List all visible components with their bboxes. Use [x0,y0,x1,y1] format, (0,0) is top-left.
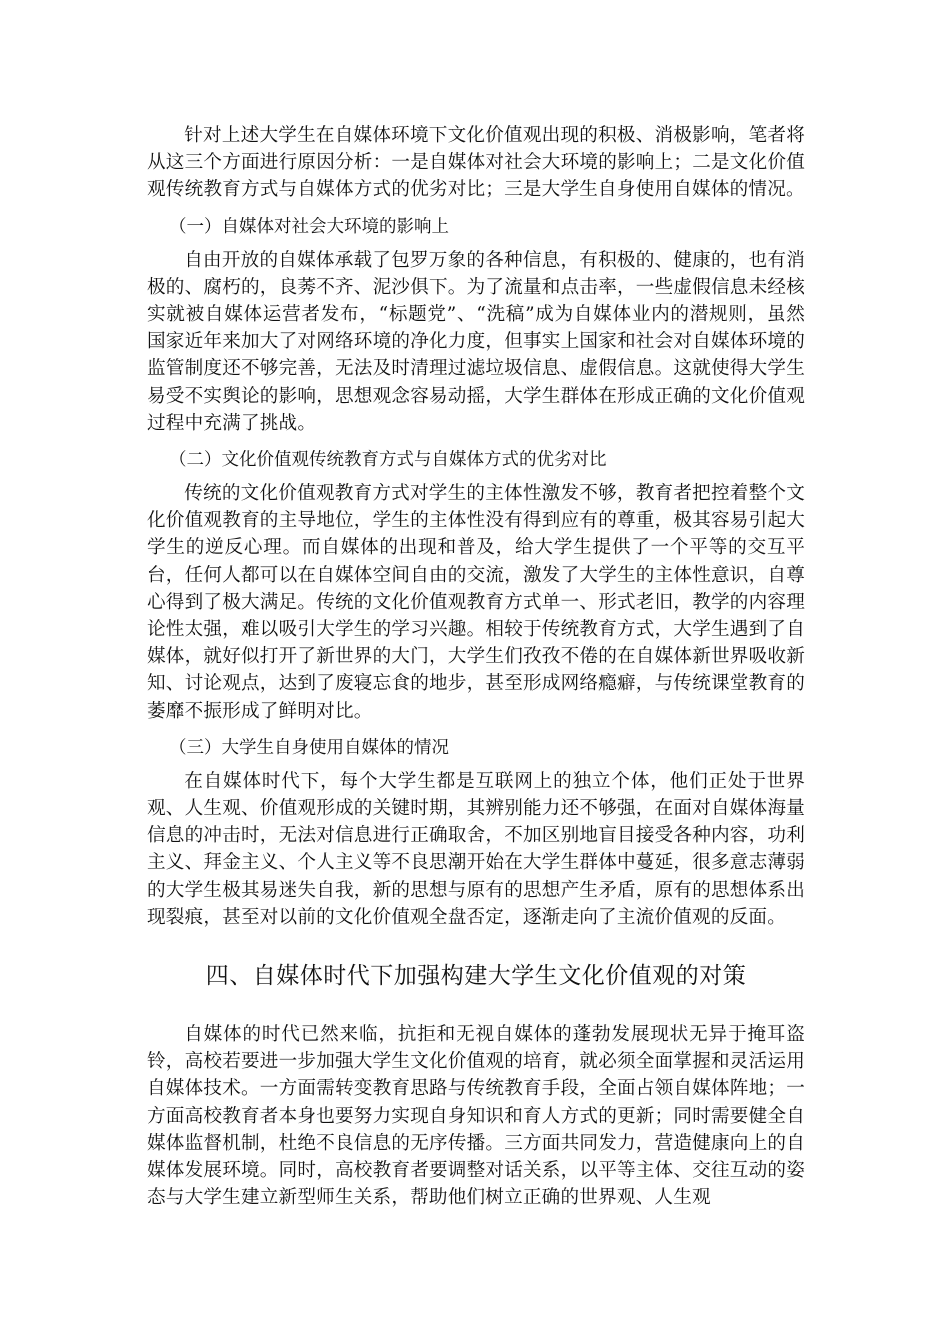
intro-paragraph: 针对上述大学生在自媒体环境下文化价值观出现的积极、消极影响，笔者将从这三个方面进行原因分析：一是自媒体对社会大环境的影响上；二是文化价值观传统教育方式与自媒体方式的优劣对比；三是大学生自身使用自媒体的情况。 [147,125,805,201]
section2-paragraph: 传统的文化价值观教育方式对学生的主体性激发不够，教育者把控着整个文化价值观教育的主导地位，学生的主体性没有得到应有的尊重，极其容易引起大学生的逆反心理。而自媒体的出现和普及，给大学生提供了一个平等的交互平台，任何人都可以在自媒体空间自由的交流，激发了大学生的主体性意识，自尊心得到了极大满足。传统的文化价值观教育方式单一、形式老旧，教学的内容理论性太强，难以吸引大学生的学习兴趣。相较于传统教育方式，大学生遇到了自媒体，就好似打开了新世界的大门，大学生们孜孜不倦的在自媒体新世界吸收新知、讨论观点，达到了废寝忘食的地步，甚至形成网络瘾癖，与传统课堂教育的萎靡不振形成了鲜明对比。 [147,483,805,722]
subheading-2: （二）文化价值观传统教育方式与自媒体方式的优劣对比 [169,450,607,471]
section1-paragraph: 自由开放的自媒体承载了包罗万象的各种信息，有积极的、健康的，也有消极的、腐朽的，良莠不齐、泥沙俱下。为了流量和点击率，一些虚假信息未经核实就被自媒体运营者发布，“标题党”、“洗稿”成为自媒体业内的潜规则，虽然国家近年来加大了对网络环境的净化力度，但事实上国家和社会对自媒体环境的监管制度还不够完善，无法及时清理过滤垃圾信息、虚假信息。这就使得大学生易受不实舆论的影响，思想观念容易动摇，大学生群体在形成正确的文化价值观过程中充满了挑战。 [147,249,805,434]
document-body [147,122,805,1212]
section4-paragraph: 自媒体的时代已然来临，抗拒和无视自媒体的蓬勃发展现状无异于掩耳盗铃，高校若要进一步加强大学生文化价值观的培育，就必须全面掌握和灵活运用自媒体技术。一方面需转变教育思路与传统教育手段，全面占领自媒体阵地；一方面高校教育者本身也要努力实现自身知识和育人方式的更新；同时需要健全自媒体监督机制，杜绝不良信息的无序传播。三方面共同发力，营造健康向上的自媒体发展环境。同时，高校教育者要调整对话关系，以平等主体、交往互动的姿态与大学生建立新型师生关系，帮助他们树立正确的世界观、人生观 [147,1024,805,1209]
subheading-1: （一）自媒体对社会大环境的影响上 [169,216,449,237]
section-heading-4: 四、自媒体时代下加强构建大学生文化价值观的对策 [205,963,747,990]
section3-paragraph: 在自媒体时代下，每个大学生都是互联网上的独立个体，他们正处于世界观、人生观、价值观形成的关键时期，其辨别能力还不够强，在面对自媒体海量信息的冲击时，无法对信息进行正确取舍，不加区别地盲目接受各种内容，功利主义、拜金主义、个人主义等不良思潮开始在大学生群体中蔓延，很多意志薄弱的大学生极其易迷失自我，新的思想与原有的思想产生矛盾，原有的思想体系出现裂痕，甚至对以前的文化价值观全盘否定，逐渐走向了主流价值观的反面。 [147,770,805,928]
subheading-3: （三）大学生自身使用自媒体的情况 [169,737,449,758]
